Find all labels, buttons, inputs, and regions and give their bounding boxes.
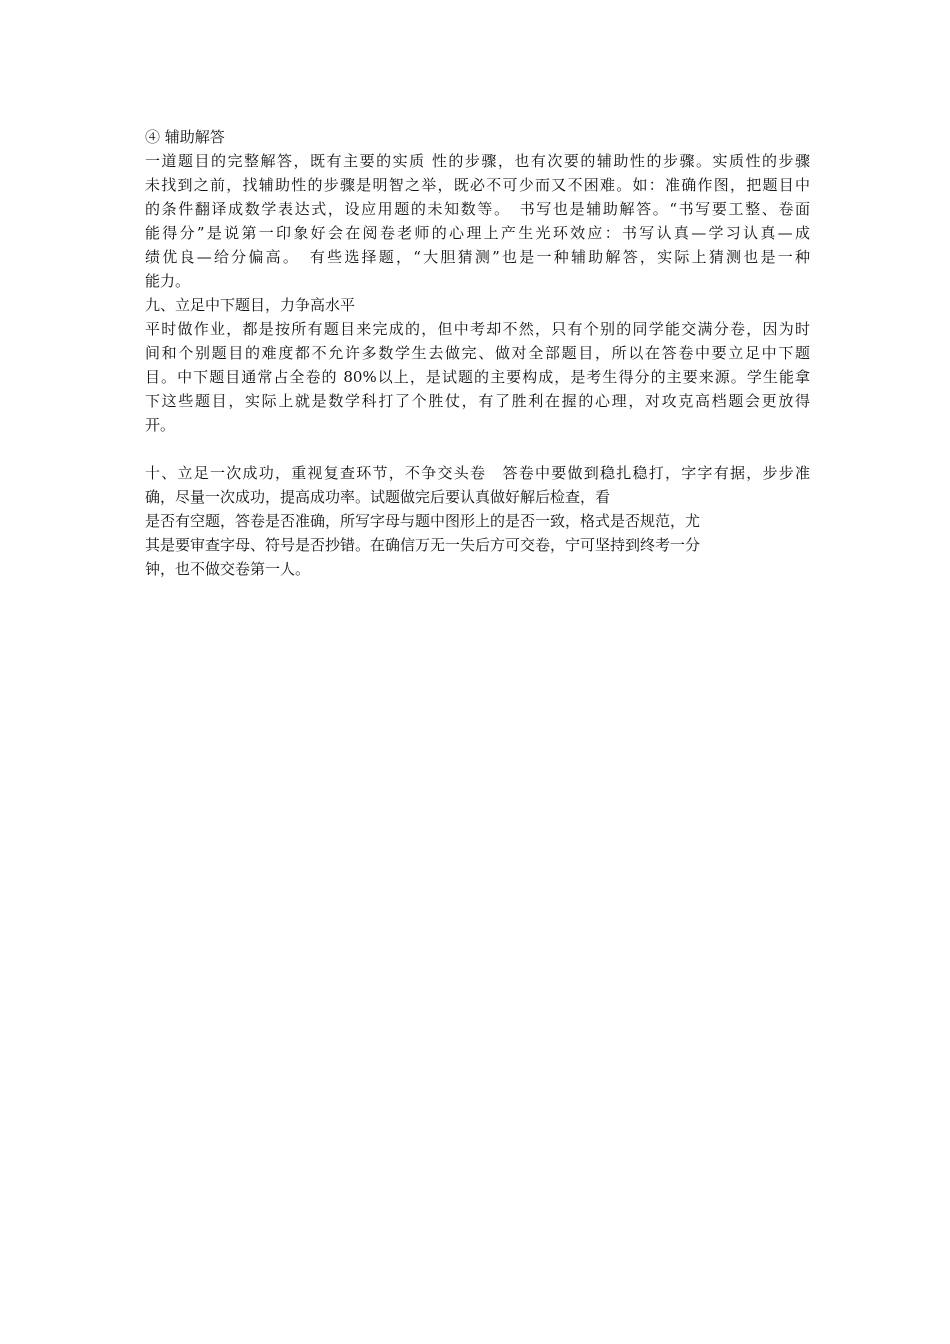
paragraph-line: 的条件翻译成数学表达式，设应用题的未知数等。 书写也是辅助解答。“书写要工整、卷面 <box>145 200 810 218</box>
paragraph-spacer <box>145 437 810 461</box>
paragraph-line: 目。中下题目通常占全卷的 80%以上，是试题的主要构成，是考生得分的主要来源。学生能拿 <box>145 368 810 386</box>
section-heading-nine: 九、立足中下题目，力争高水平 <box>145 296 356 314</box>
paragraph-line: 间和个别题目的难度都不允许多数学生去做完、做对全部题目，所以在答卷中要立足中下题 <box>145 344 810 362</box>
paragraph-line: 能力。 <box>145 272 191 290</box>
section-ten-line: 十、立足一次成功，重视复查环节，不争交头卷 答卷中要做到稳扎稳打，字字有据，步步准 <box>145 464 810 482</box>
paragraph-line: 是否有空题，答卷是否准确，所写字母与题中图形上的是否一致，格式是否规范，尤 <box>145 512 701 530</box>
paragraph-line: 确，尽量一次成功，提高成功率。试题做完后要认真做好解后检查，看 <box>145 488 611 506</box>
paragraph-line: 其是要审查字母、符号是否抄错。在确信万无一失后方可交卷，宁可坚持到终考一分 <box>145 536 701 554</box>
paragraph-line: 下这些题目，实际上就是数学科打了个胜仗，有了胜利在握的心理，对攻克高档题会更放得 <box>145 392 810 410</box>
paragraph-line: 一道题目的完整解答，既有主要的实质 性的步骤，也有次要的辅助性的步骤。实质性的步骤 <box>145 152 810 170</box>
section-heading-aux-answer: ④ 辅助解答 <box>145 128 225 146</box>
paragraph-line: 开。 <box>145 416 176 434</box>
paragraph-line: 未找到之前，找辅助性的步骤是明智之举，既必不可少而又不困难。如：准确作图，把题目中 <box>145 176 810 194</box>
paragraph-line: 绩优良—给分偏高。 有些选择题，“大胆猜测”也是一种辅助解答，实际上猜测也是一种 <box>145 248 810 266</box>
paragraph-line: 平时做作业，都是按所有题目来完成的，但中考却不然，只有个别的同学能交满分卷，因为时 <box>145 320 810 338</box>
document-body <box>145 125 810 581</box>
paragraph-line: 钟，也不做交卷第一人。 <box>145 560 311 578</box>
paragraph-line: 能得分”是说第一印象好会在阅卷老师的心理上产生光环效应：书写认真—学习认真—成 <box>145 224 810 242</box>
